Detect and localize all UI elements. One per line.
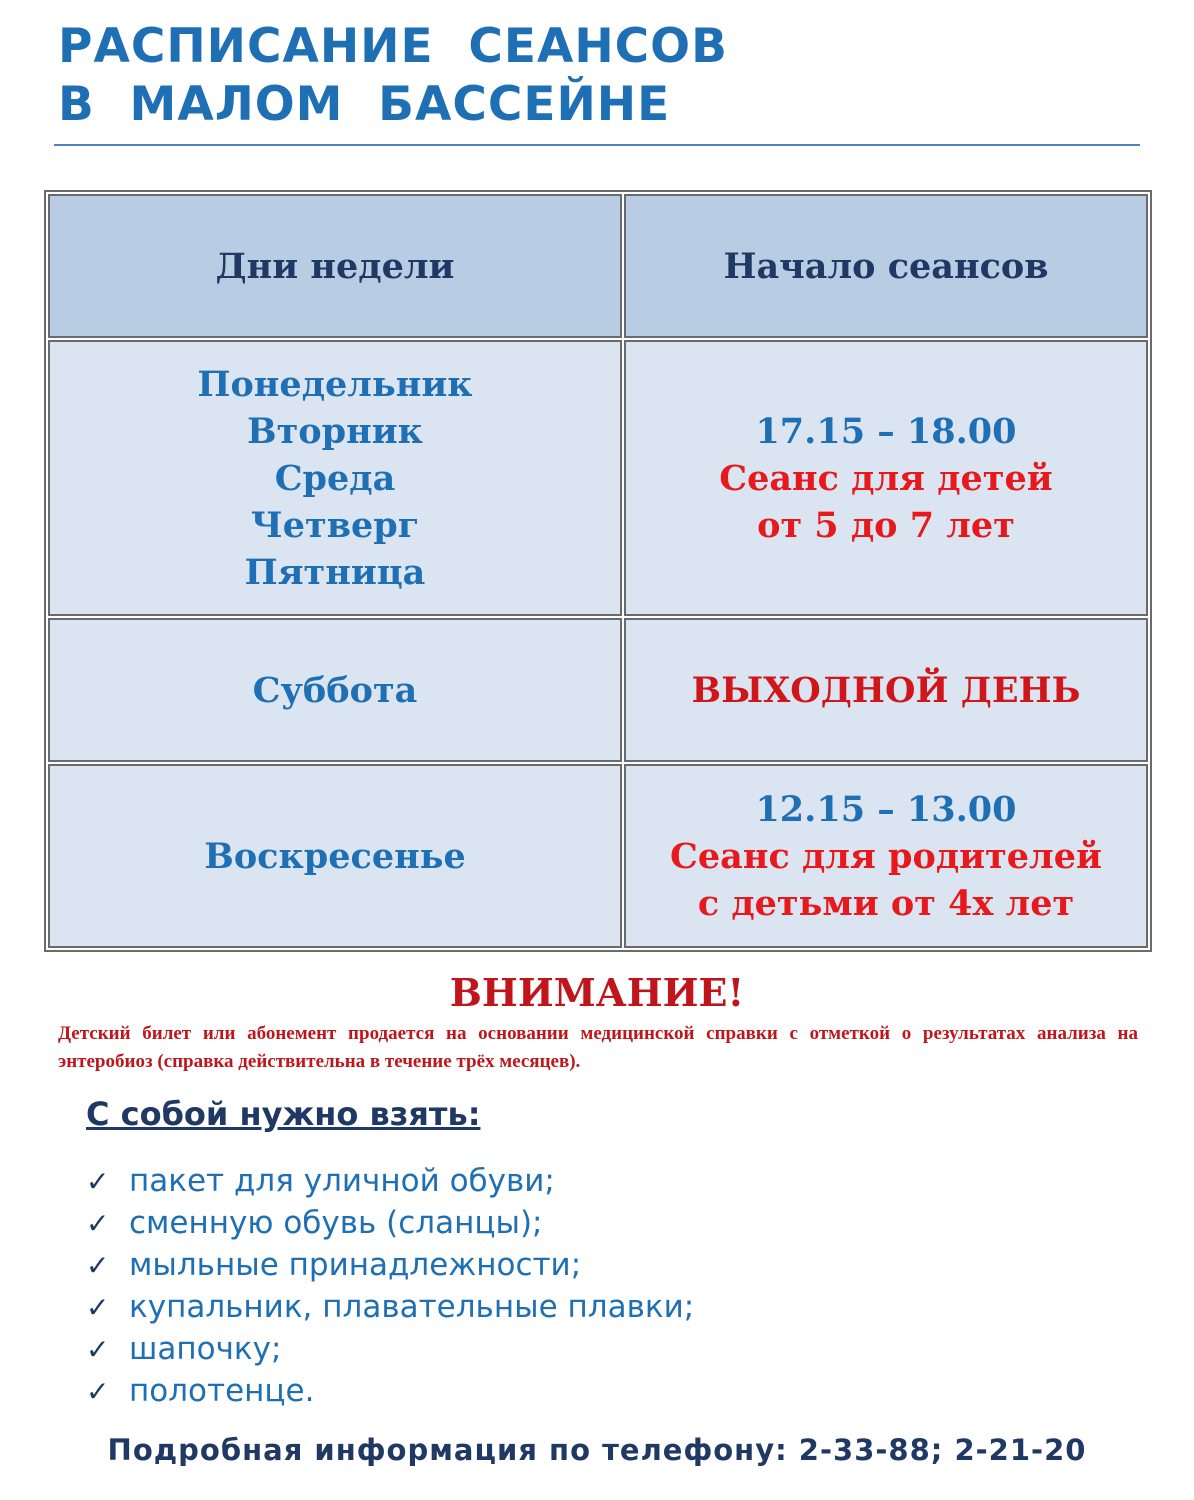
session-note: Сеанс для детей (719, 457, 1053, 499)
list-item (86, 1286, 694, 1328)
session-time: 17.15 – 18.00 (755, 410, 1017, 452)
table-row (48, 764, 1148, 948)
checkmark-icon: ✓ (86, 1249, 110, 1282)
sunday-cell (48, 764, 622, 948)
saturday-status-cell (624, 618, 1148, 762)
day-wednesday: Среда (274, 457, 396, 499)
day-sunday: Воскресенье (204, 835, 466, 877)
weekdays-cell (48, 340, 622, 616)
list-item (86, 1160, 694, 1202)
table-row (48, 340, 1148, 616)
schedule-table (44, 190, 1152, 952)
session-note: Сеанс для родителей (670, 835, 1102, 877)
title-divider (54, 144, 1140, 146)
weekdays-session-cell (624, 340, 1148, 616)
saturday-cell (48, 618, 622, 762)
header-start: Начало сеансов (624, 194, 1148, 338)
day-thursday: Четверг (250, 504, 420, 546)
page-title-line-1: РАСПИСАНИЕ СЕАНСОВ (58, 19, 728, 74)
list-item-label: мыльные принадлежности; (129, 1247, 582, 1283)
session-note: от 5 до 7 лет (757, 504, 1015, 546)
bring-list-title: С собой нужно взять: (86, 1095, 481, 1133)
list-item (86, 1244, 694, 1286)
table-row (48, 618, 1148, 762)
checkmark-icon: ✓ (86, 1375, 110, 1408)
contact-footer: Подробная информация по телефону: 2-33-88; 2-21-20 (107, 1433, 1087, 1467)
table-header-row (48, 194, 1148, 338)
day-friday: Пятница (244, 551, 426, 593)
checkmark-icon: ✓ (86, 1207, 110, 1240)
page-title-line-2: В МАЛОМ БАССЕЙНЕ (58, 77, 671, 132)
day-monday: Понедельник (197, 363, 473, 405)
attention-text: Детский билет или абонемент продается на основании медицинской справки с отметкой о результатах анализа на энтеробиоз (справка действительна в течение трёх месяцев). (58, 1023, 1138, 1072)
checkmark-icon: ✓ (86, 1333, 110, 1366)
sunday-session-cell (624, 764, 1148, 948)
list-item (86, 1202, 694, 1244)
list-item-label: пакет для уличной обуви; (129, 1163, 555, 1199)
bring-list (86, 1160, 694, 1412)
session-note: с детьми от 4х лет (697, 882, 1075, 924)
list-item-label: купальник, плавательные плавки; (129, 1289, 695, 1325)
header-days: Дни недели (48, 194, 622, 338)
session-time: 12.15 – 13.00 (755, 788, 1017, 830)
list-item-label: полотенце. (129, 1373, 315, 1409)
list-item (86, 1328, 694, 1370)
list-item (86, 1370, 694, 1412)
checkmark-icon: ✓ (86, 1165, 110, 1198)
list-item-label: сменную обувь (сланцы); (129, 1205, 543, 1241)
day-saturday: Суббота (252, 669, 418, 711)
day-off-label: ВЫХОДНОЙ ДЕНЬ (691, 669, 1081, 711)
day-tuesday: Вторник (247, 410, 423, 452)
page-title (58, 18, 728, 134)
attention-heading: ВНИМАНИЕ! (449, 970, 745, 1015)
list-item-label: шапочку; (129, 1331, 282, 1367)
checkmark-icon: ✓ (86, 1291, 110, 1324)
